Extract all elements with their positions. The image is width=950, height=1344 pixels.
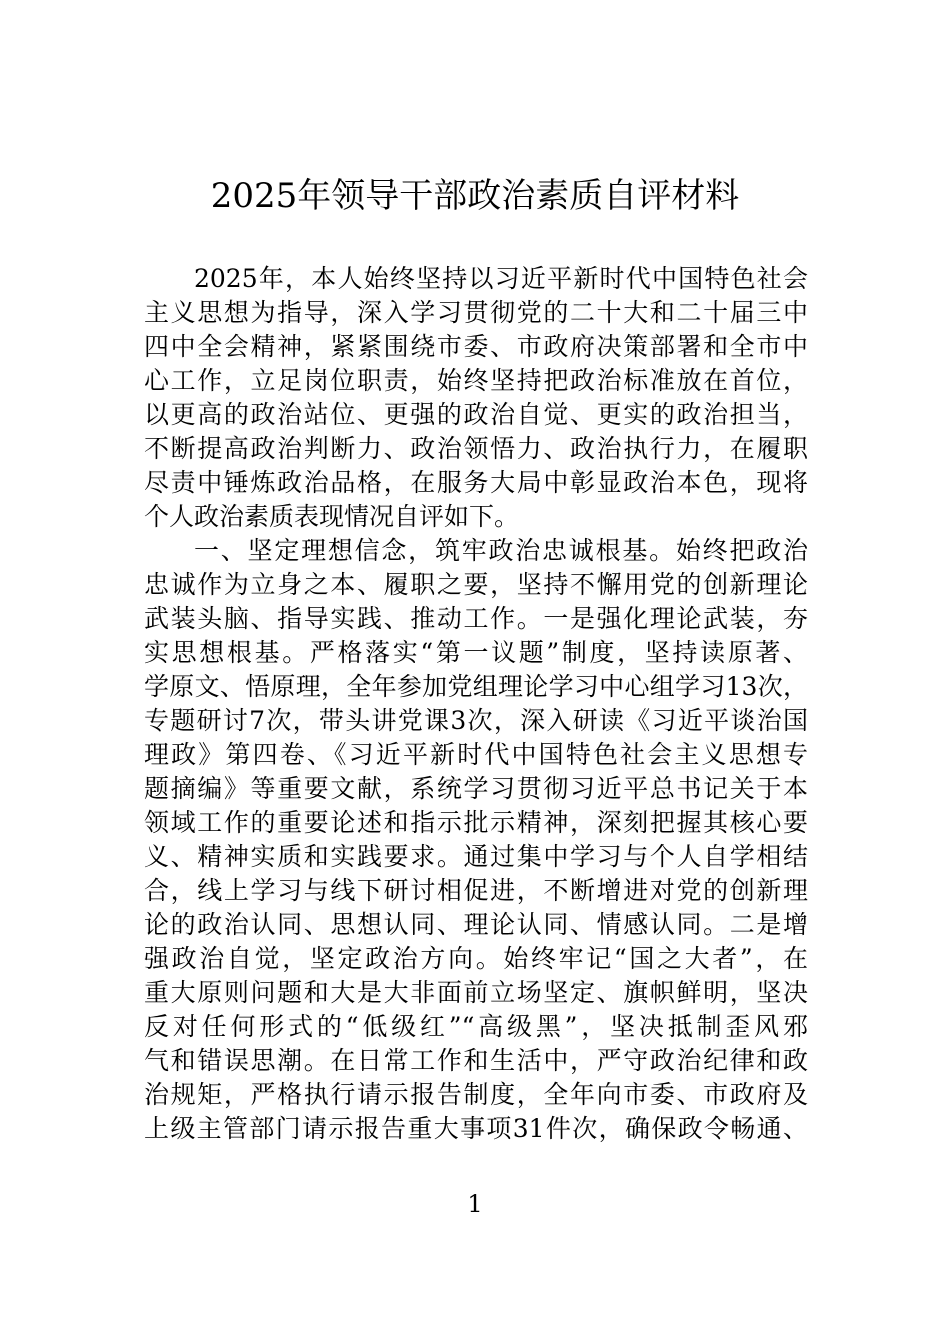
paragraph-line: 不断提高政治判断力、政治领悟力、政治执行力，在履职 bbox=[144, 434, 808, 463]
paragraph-line: 义、精神实质和实践要求。通过集中学习与个人自学相结 bbox=[144, 842, 808, 871]
paragraph-line: 强政治自觉，坚定政治方向。始终牢记“国之大者”，在 bbox=[144, 944, 808, 973]
paragraph-line: 气和错误思潮。在日常工作和生活中，严守政治纪律和政 bbox=[144, 1046, 808, 1075]
paragraph-line: 理政》第四卷、《习近平新时代中国特色社会主义思想专 bbox=[144, 740, 808, 769]
paragraph-line: 治规矩，严格执行请示报告制度，全年向市委、市政府及 bbox=[144, 1080, 808, 1109]
paragraph-line: 实思想根基。严格落实“第一议题”制度，坚持读原著、 bbox=[144, 638, 808, 667]
paragraph-line: 重大原则问题和大是大非面前立场坚定、旗帜鲜明，坚决 bbox=[144, 978, 808, 1007]
paragraph-line: 个人政治素质表现情况自评如下。 bbox=[144, 502, 520, 531]
paragraph-line: 主义思想为指导，深入学习贯彻党的二十大和二十届三中 bbox=[144, 298, 808, 327]
paragraph-line: 反对任何形式的“低级红”“高级黑”，坚决抵制歪风邪 bbox=[144, 1012, 808, 1041]
paragraph-line: 尽责中锤炼政治品格，在服务大局中彰显政治本色，现将 bbox=[144, 468, 808, 497]
paragraph-line: 论的政治认同、思想认同、理论认同、情感认同。二是增 bbox=[144, 910, 808, 939]
paragraph-line: 武装头脑、指导实践、推动工作。一是强化理论武装，夯 bbox=[144, 604, 808, 633]
paragraph-line: 忠诚作为立身之本、履职之要，坚持不懈用党的创新理论 bbox=[144, 570, 808, 599]
document-title: 2025年领导干部政治素质自评材料 bbox=[210, 176, 740, 216]
paragraph-line: 题摘编》等重要文献，系统学习贯彻习近平总书记关于本 bbox=[144, 774, 808, 803]
paragraph-line: 2025年，本人始终坚持以习近平新时代中国特色社会 bbox=[194, 264, 808, 293]
paragraph-line: 以更高的政治站位、更强的政治自觉、更实的政治担当， bbox=[144, 400, 808, 429]
paragraph-line: 上级主管部门请示报告重大事项31件次，确保政令畅通、 bbox=[144, 1114, 808, 1143]
paragraph-line: 四中全会精神，紧紧围绕市委、市政府决策部署和全市中 bbox=[144, 332, 808, 361]
paragraph-line: 领域工作的重要论述和指示批示精神，深刻把握其核心要 bbox=[144, 808, 808, 837]
document-body bbox=[144, 262, 808, 1146]
paragraph-line: 心工作，立足岗位职责，始终坚持把政治标准放在首位， bbox=[144, 366, 808, 395]
paragraph-line: 学原文、悟原理，全年参加党组理论学习中心组学习13次， bbox=[144, 672, 808, 701]
paragraph-line: 专题研讨7次，带头讲党课3次，深入研读《习近平谈治国 bbox=[144, 706, 808, 735]
paragraph-line: 合，线上学习与线下研讨相促进，不断增进对党的创新理 bbox=[144, 876, 808, 905]
section-heading-line: 一、坚定理想信念，筑牢政治忠诚根基。始终把政治 bbox=[194, 536, 808, 565]
page-number: 1 bbox=[467, 1190, 483, 1218]
